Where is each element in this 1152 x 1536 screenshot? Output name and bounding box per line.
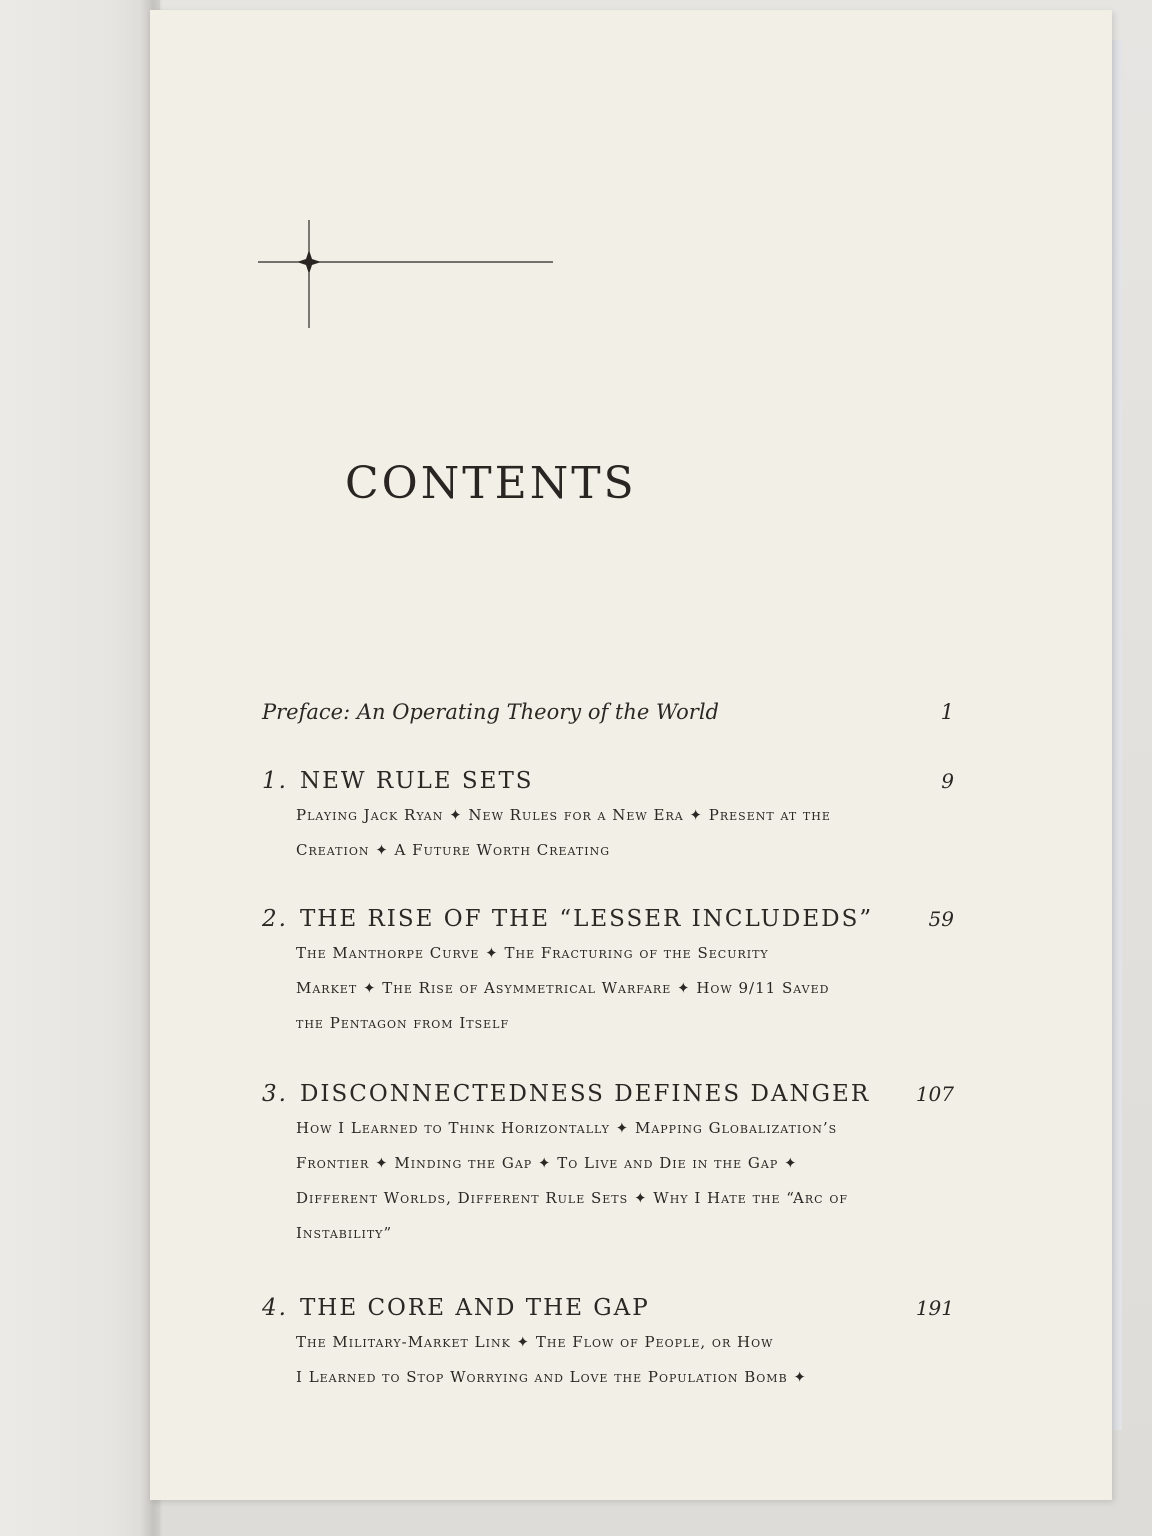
chapter-heading (262, 1081, 954, 1107)
section-line: How I Learned to Think Horizontally ✦ Mapping Globalization’s (296, 1119, 838, 1137)
chapter-title-text: NEW RULE SETS (299, 768, 534, 794)
chapter-page: 107 (915, 1082, 954, 1106)
section-line: Creation ✦ A Future Worth Creating (296, 841, 610, 859)
chapter-page: 59 (928, 907, 954, 931)
chapter-title-text: THE RISE OF THE “LESSER INCLUDEDS” (299, 906, 874, 932)
chapter-sections (296, 1111, 954, 1251)
section-line: Instability” (296, 1224, 393, 1242)
chapter-title (262, 768, 534, 794)
chapter-title (262, 1295, 650, 1321)
toc-chapter[interactable] (262, 906, 954, 1041)
chapter-heading (262, 906, 954, 932)
chapter-number: 2. (262, 906, 288, 932)
chapter-sections (296, 936, 954, 1041)
toc-chapter[interactable] (262, 768, 954, 868)
chapter-sections (296, 1325, 954, 1395)
left-page (0, 0, 160, 1536)
crosshair-ornament-icon (258, 200, 558, 340)
section-line: Market ✦ The Rise of Asymmetrical Warfare ✦ How 9/11 Saved (296, 979, 830, 997)
toc-chapter[interactable] (262, 1081, 954, 1251)
chapter-title (262, 906, 873, 932)
preface-page: 1 (940, 700, 954, 724)
section-line: The Military-Market Link ✦ The Flow of People, or How (296, 1333, 774, 1351)
section-line: I Learned to Stop Worrying and Love the Population Bomb ✦ (296, 1368, 807, 1386)
page-title: CONTENTS (345, 458, 637, 509)
section-line: Frontier ✦ Minding the Gap ✦ To Live and Die in the Gap ✦ (296, 1154, 798, 1172)
contents-page (150, 10, 1112, 1500)
chapter-title (262, 1081, 870, 1107)
chapter-heading (262, 768, 954, 794)
section-line: the Pentagon from Itself (296, 1014, 510, 1032)
toc-chapter[interactable] (262, 1295, 954, 1395)
chapter-heading (262, 1295, 954, 1321)
preface-title: Preface: An Operating Theory of the World (262, 700, 719, 724)
toc-preface[interactable] (262, 700, 954, 740)
chapter-number: 3. (262, 1081, 288, 1107)
chapter-page: 9 (941, 769, 954, 793)
chapter-number: 4. (262, 1295, 288, 1321)
chapter-sections (296, 798, 954, 868)
chapter-title-text: DISCONNECTEDNESS DEFINES DANGER (299, 1081, 871, 1107)
chapter-page: 191 (915, 1296, 954, 1320)
section-line: Different Worlds, Different Rule Sets ✦ Why I Hate the “Arc of (296, 1189, 848, 1207)
table-of-contents (262, 700, 954, 1395)
chapter-title-text: THE CORE AND THE GAP (299, 1295, 650, 1321)
chapter-number: 1. (262, 768, 288, 794)
section-line: Playing Jack Ryan ✦ New Rules for a New Era ✦ Present at the (296, 806, 831, 824)
section-line: The Manthorpe Curve ✦ The Fracturing of the Security (296, 944, 769, 962)
